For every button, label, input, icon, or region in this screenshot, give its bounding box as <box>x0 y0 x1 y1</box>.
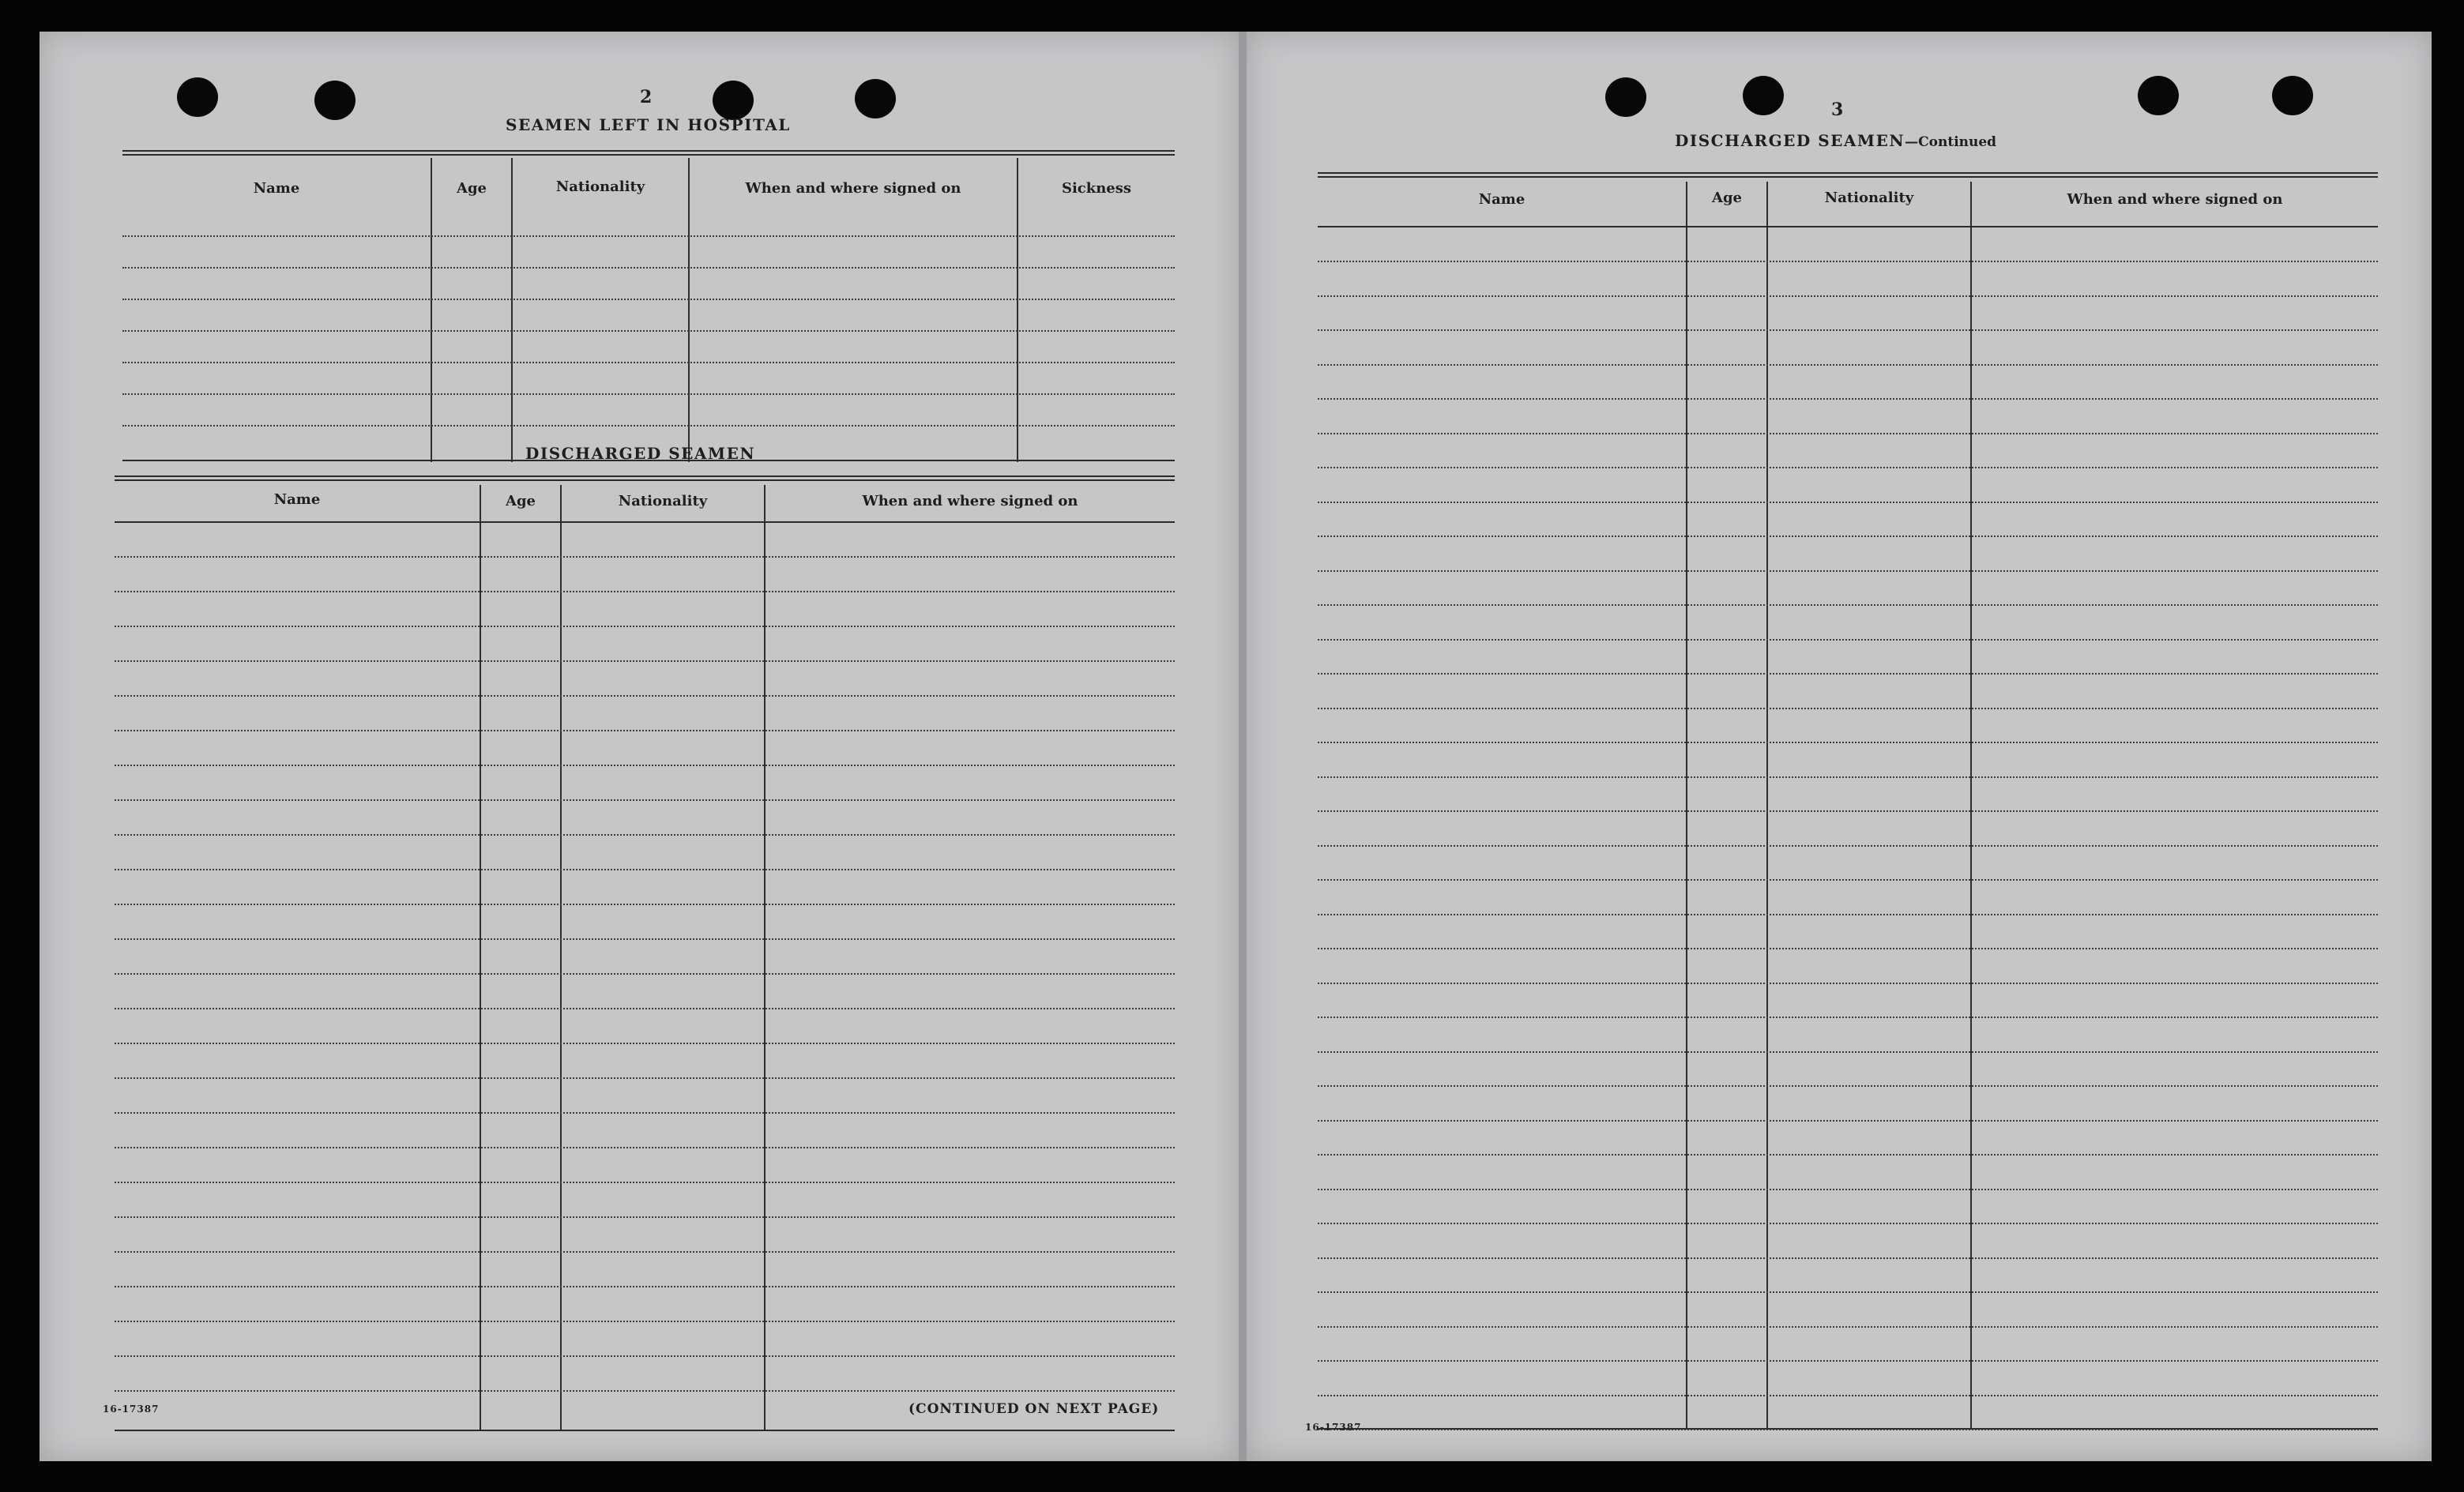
blank-entry-row <box>115 1286 1175 1287</box>
table-bottom-rule <box>115 1430 1175 1431</box>
col-header-signed-on: When and where signed on <box>745 180 961 197</box>
blank-entry-row <box>115 1043 1175 1044</box>
blank-entry-row <box>115 1077 1175 1079</box>
blank-entry-row <box>1318 879 2378 881</box>
blank-entry-row <box>1318 1189 2378 1190</box>
form-number: 16-17387 <box>1305 1422 1362 1433</box>
punch-hole <box>177 77 218 117</box>
blank-entry-row <box>115 1321 1175 1322</box>
blank-entry-row <box>1318 467 2378 468</box>
blank-entry-row <box>1318 983 2378 984</box>
column-divider <box>431 158 432 462</box>
blank-entry-row <box>115 799 1175 801</box>
blank-entry-row <box>1318 1395 2378 1396</box>
blank-entry-row <box>115 1112 1175 1114</box>
blank-entry-row <box>115 973 1175 975</box>
col-header-age: Age <box>1711 190 1742 206</box>
blank-entry-row <box>122 299 1175 300</box>
blank-entry-row <box>1318 1429 2378 1430</box>
col-header-name: Name <box>253 180 300 197</box>
col-header-signed-on: When and where signed on <box>2067 191 2283 208</box>
blank-entry-row <box>1318 398 2378 400</box>
blank-entry-row <box>115 1251 1175 1253</box>
header-rule <box>115 521 1175 523</box>
column-divider <box>1766 182 1768 1430</box>
punch-hole <box>1743 76 1784 115</box>
header-rule <box>1318 226 2378 227</box>
title-suffix: —Continued <box>1905 134 1997 150</box>
blank-entry-row <box>1318 295 2378 297</box>
blank-entry-row <box>1318 261 2378 262</box>
right-page <box>1247 32 2432 1461</box>
column-divider <box>688 158 690 462</box>
blank-entry-row <box>115 1216 1175 1218</box>
blank-entry-row <box>122 362 1175 363</box>
punch-hole <box>855 79 896 118</box>
col-header-name: Name <box>273 491 321 508</box>
blank-entry-row <box>115 660 1175 662</box>
col-header-name: Name <box>1478 191 1525 208</box>
section-title-discharged-continued <box>1675 131 1996 150</box>
col-header-signed-on: When and where signed on <box>862 493 1078 509</box>
blank-entry-row <box>115 730 1175 731</box>
blank-entry-row <box>115 1355 1175 1357</box>
blank-entry-row <box>1318 1360 2378 1362</box>
left-page <box>39 32 1239 1461</box>
blank-entry-row <box>115 938 1175 940</box>
blank-entry-row <box>115 1182 1175 1183</box>
blank-entry-row <box>1318 810 2378 812</box>
punch-hole <box>1605 77 1646 117</box>
table-top-rule <box>1318 172 2378 178</box>
blank-entry-row <box>1318 1326 2378 1328</box>
section-title-discharged: DISCHARGED SEAMEN <box>525 444 756 463</box>
blank-entry-row <box>1318 1291 2378 1293</box>
col-header-sickness: Sickness <box>1061 180 1132 197</box>
discharged-table <box>115 475 1175 1433</box>
blank-entry-row <box>1318 1051 2378 1053</box>
blank-entry-row <box>115 695 1175 697</box>
discharged-continued-table <box>1318 172 2378 1431</box>
hospital-table <box>122 150 1175 462</box>
column-divider <box>511 158 513 462</box>
blank-entry-row <box>115 765 1175 766</box>
column-divider <box>1017 158 1018 462</box>
blank-entry-row <box>122 330 1175 332</box>
blank-entry-row <box>1318 914 2378 915</box>
blank-entry-row <box>115 834 1175 836</box>
blank-entry-row <box>122 235 1175 237</box>
blank-entry-row <box>122 267 1175 269</box>
blank-entry-row <box>1318 1223 2378 1224</box>
blank-entry-row <box>1318 364 2378 366</box>
blank-entry-row <box>1318 536 2378 537</box>
blank-entry-row <box>115 869 1175 870</box>
blank-entry-row <box>115 1008 1175 1009</box>
blank-entry-row <box>1318 639 2378 641</box>
table-top-rule <box>122 150 1175 156</box>
col-header-age: Age <box>505 493 536 509</box>
blank-entry-row <box>1318 742 2378 743</box>
continued-note: (CONTINUED ON NEXT PAGE) <box>908 1401 1160 1417</box>
blank-entry-row <box>115 1147 1175 1148</box>
blank-entry-row <box>1318 708 2378 709</box>
blank-entry-row <box>115 1390 1175 1392</box>
blank-entry-row <box>1318 604 2378 606</box>
punch-hole <box>314 81 355 120</box>
page-number: 2 <box>640 87 653 107</box>
blank-entry-row <box>1318 776 2378 778</box>
blank-entry-row <box>1318 673 2378 675</box>
blank-entry-row <box>122 393 1175 395</box>
blank-entry-row <box>1318 1154 2378 1156</box>
punch-hole <box>713 81 754 120</box>
section-title-hospital: SEAMEN LEFT IN HOSPITAL <box>506 115 791 134</box>
blank-entry-row <box>1318 1120 2378 1122</box>
title-text: DISCHARGED SEAMEN <box>1675 131 1905 150</box>
blank-entry-row <box>115 591 1175 592</box>
blank-entry-row <box>122 425 1175 427</box>
blank-entry-row <box>1318 502 2378 503</box>
blank-entry-row <box>1318 948 2378 949</box>
blank-entry-row <box>1318 1085 2378 1087</box>
col-header-nationality: Nationality <box>1824 190 1914 206</box>
blank-entry-row <box>115 556 1175 558</box>
blank-entry-row <box>1318 845 2378 847</box>
col-header-nationality: Nationality <box>618 493 708 509</box>
blank-entry-row <box>115 904 1175 905</box>
column-divider <box>1970 182 1972 1430</box>
blank-entry-row <box>115 626 1175 627</box>
form-number: 16-17387 <box>103 1404 160 1415</box>
blank-entry-row <box>1318 1257 2378 1259</box>
col-header-nationality: Nationality <box>555 179 645 195</box>
punch-hole <box>2272 76 2313 115</box>
blank-entry-row <box>1318 329 2378 331</box>
page-gutter <box>1239 32 1247 1461</box>
column-divider <box>1686 182 1687 1430</box>
page-number: 3 <box>1831 100 1844 120</box>
col-header-age: Age <box>456 180 487 197</box>
blank-entry-row <box>1318 570 2378 572</box>
blank-entry-row <box>1318 1017 2378 1018</box>
punch-hole <box>2138 76 2179 115</box>
table-top-rule <box>115 475 1175 481</box>
blank-entry-row <box>1318 433 2378 434</box>
